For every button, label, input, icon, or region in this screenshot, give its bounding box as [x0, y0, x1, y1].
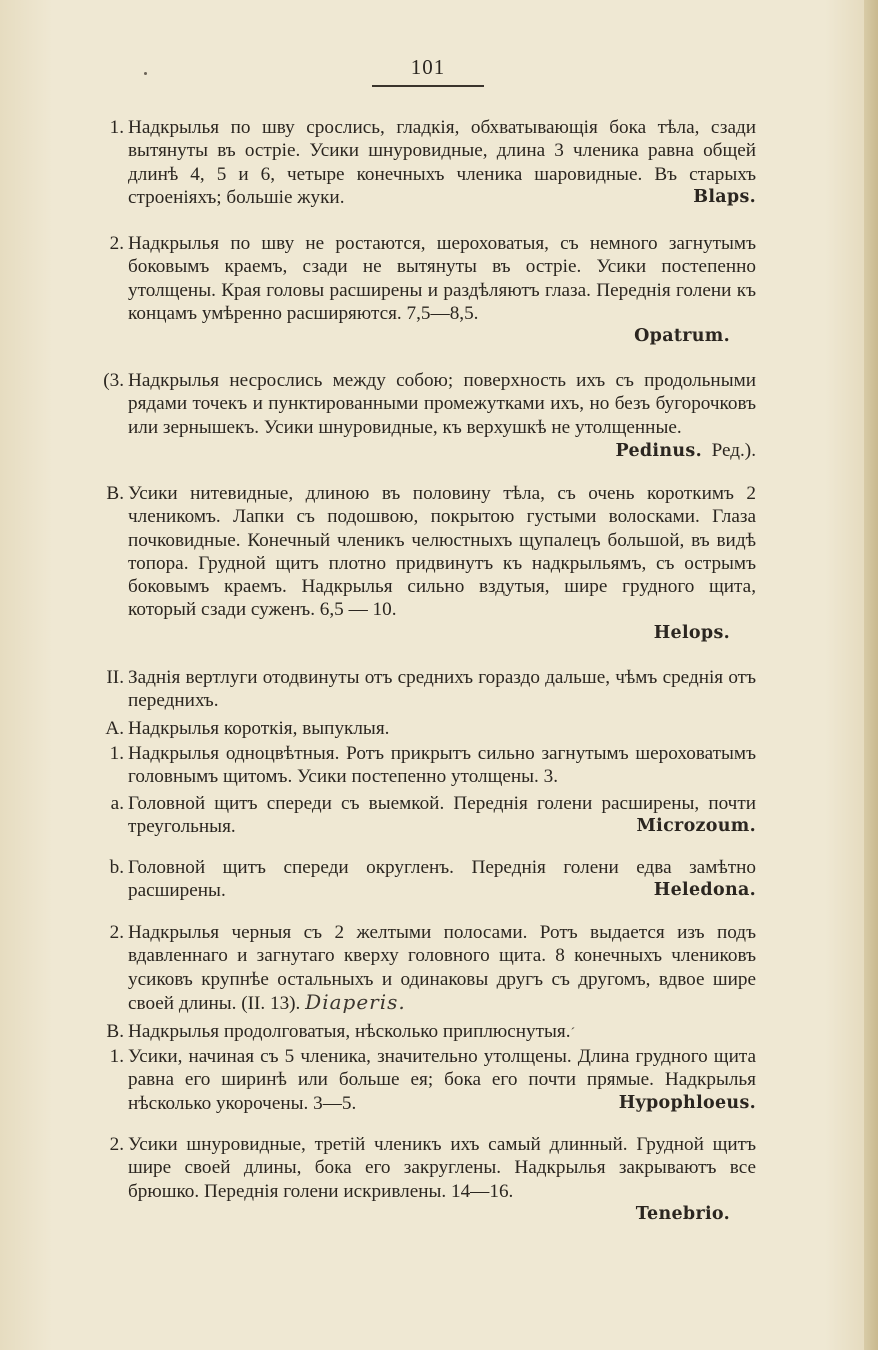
entry-marker: II. — [106, 667, 124, 688]
entry-text: Головной щитъ спереди съ выемкой. Переднія голени расширены, почти треугольныя. Microzoum. — [128, 793, 756, 838]
entry-text: Надкрылья короткія, выпуклыя. — [128, 718, 390, 739]
page-number-rule — [372, 85, 484, 87]
key-entry-A — [88, 717, 788, 740]
key-entry-1 — [88, 116, 788, 209]
key-entry-B2-1 — [88, 1045, 788, 1115]
key-entry-B — [88, 482, 788, 645]
key-entry-B2-2 — [88, 1133, 788, 1226]
genus-name: Opatrum. — [634, 326, 730, 347]
entry-marker: B. — [106, 1021, 124, 1042]
key-entry-A1 — [88, 742, 788, 789]
genus-name: Microzoum. — [636, 816, 756, 837]
pencil-tick-mark: ˊ — [570, 1026, 576, 1041]
entry-marker: b. — [109, 857, 124, 878]
handwritten-annotation: Diaperis. — [305, 989, 406, 1014]
entry-text: Надкрылья черныя съ 2 желтыми полосами. Ротъ выдается изъ подъ вдавленнаго и загнутаго кверху головного щита. 8 конечныхъ члениковъ усиковъ крупнѣе остальныхъ и одинаковы другъ съ другомъ, вдвое шире своей длины. (II. 13). Diaperis. — [128, 922, 756, 1014]
genus-name: Blaps. — [693, 186, 756, 207]
entry-text: Заднія вертлуги отодвинуты отъ среднихъ гораздо дальше, чѣмъ среднія отъ переднихъ. — [128, 667, 756, 712]
key-entry-3-editorial — [88, 369, 788, 463]
entry-text: Надкрылья по шву срослись, гладкія, обхватывающія бока тѣла, сзади вытянуты въ остріе. Усики шнуровидные, длина 3 членика равна общей длинѣ 4, 5 и 6, четыре конечныхъ членика шаровидные. Въ старыхъ строеніяхъ; большіе жуки. Blaps. — [128, 117, 756, 208]
key-entry-a — [88, 792, 788, 839]
genus-name: Heledona. — [653, 880, 756, 901]
entry-text: Головной щитъ спереди округленъ. Переднія голени едва замѣтно расширены. Heledona. — [128, 857, 756, 902]
ink-speck — [144, 72, 147, 75]
key-entry-A2 — [88, 921, 788, 1015]
entry-text: Усики, начиная съ 5 членика, значительно утолщены. Длина грудного щита равна его ширинѣ или больше ея; бока его почти прямые. Надкрылья нѣсколько укорочены. 3—5. Hypophloeus. — [128, 1046, 756, 1114]
key-entry-2 — [88, 232, 788, 348]
entry-marker: 1. — [109, 117, 124, 138]
entry-text: Надкрылья продолговатыя, нѣсколько приплюснутыя.ˊ — [128, 1021, 576, 1042]
editor-note: Ред.). — [711, 439, 756, 461]
entry-marker: 1. — [109, 743, 124, 764]
key-entry-II — [88, 666, 788, 713]
entry-text: Усики шнуровидные, третій членикъ ихъ самый длинный. Грудной щитъ шире своей длины, бока его закруглены. Надкрылья закрываютъ все брюшко. Переднія голени искривлены. 14—16. Tenebrio. — [128, 1133, 756, 1226]
genus-name: Helops. — [653, 622, 730, 643]
entry-marker: 2. — [109, 922, 124, 943]
entry-marker: A. — [105, 718, 124, 739]
entry-marker: 2. — [109, 1134, 124, 1155]
page-edge-shadow — [864, 0, 878, 1350]
entry-marker: B. — [106, 483, 124, 504]
entry-text: Надкрылья несрослись между собою; поверхность ихъ съ продольными рядами точекъ и пунктированными промежутками ихъ, но безъ бугорочковъ или зернышекъ. Усики шнуровидные, къ верхушкѣ не утолщенные. Pedinus. Ред.). — [128, 370, 756, 461]
key-entry-B2 — [88, 1020, 788, 1045]
entry-marker: (3. — [103, 370, 124, 391]
entry-marker: 1. — [109, 1046, 124, 1067]
genus-name: Tenebrio. — [635, 1203, 730, 1224]
entry-marker: a. — [110, 793, 124, 814]
entry-marker: 2. — [109, 233, 124, 254]
entry-text: Надкрылья по шву не ростаются, шероховатыя, съ немного загнутымъ боковымъ краемъ, сзади не вытянуты въ остріе. Усики постепенно утолщены. Края головы расширены и раздѣляютъ глаза. Переднія голени къ концамъ умѣренно расширяются. 7,5—8,5. Opatrum. — [128, 232, 756, 348]
genus-name: Hypophloeus. — [618, 1092, 756, 1113]
key-entry-b — [88, 856, 788, 903]
entry-text: Надкрылья одноцвѣтныя. Ротъ прикрытъ сильно загнутымъ шероховатымъ головнымъ щитомъ. Усики постепенно утолщены. 3. — [128, 743, 756, 788]
genus-name: Pedinus. — [615, 440, 702, 461]
entry-text: Усики нитевидные, длиною въ половину тѣла, съ очень короткимъ 2 членикомъ. Лапки съ подошвою, покрытою густыми волосками. Глаза почковидные. Конечный членикъ челюстныхъ щупалецъ большой, въ видѣ топора. Грудной щитъ плотно придвинутъ къ надкрыльямъ, съ острымъ боковымъ краемъ. Надкрылья сильно вздутыя, шире грудного щита, который сзади суженъ. 6,5 — 10. Helops. — [128, 482, 756, 645]
page-number: 101 — [410, 55, 446, 79]
